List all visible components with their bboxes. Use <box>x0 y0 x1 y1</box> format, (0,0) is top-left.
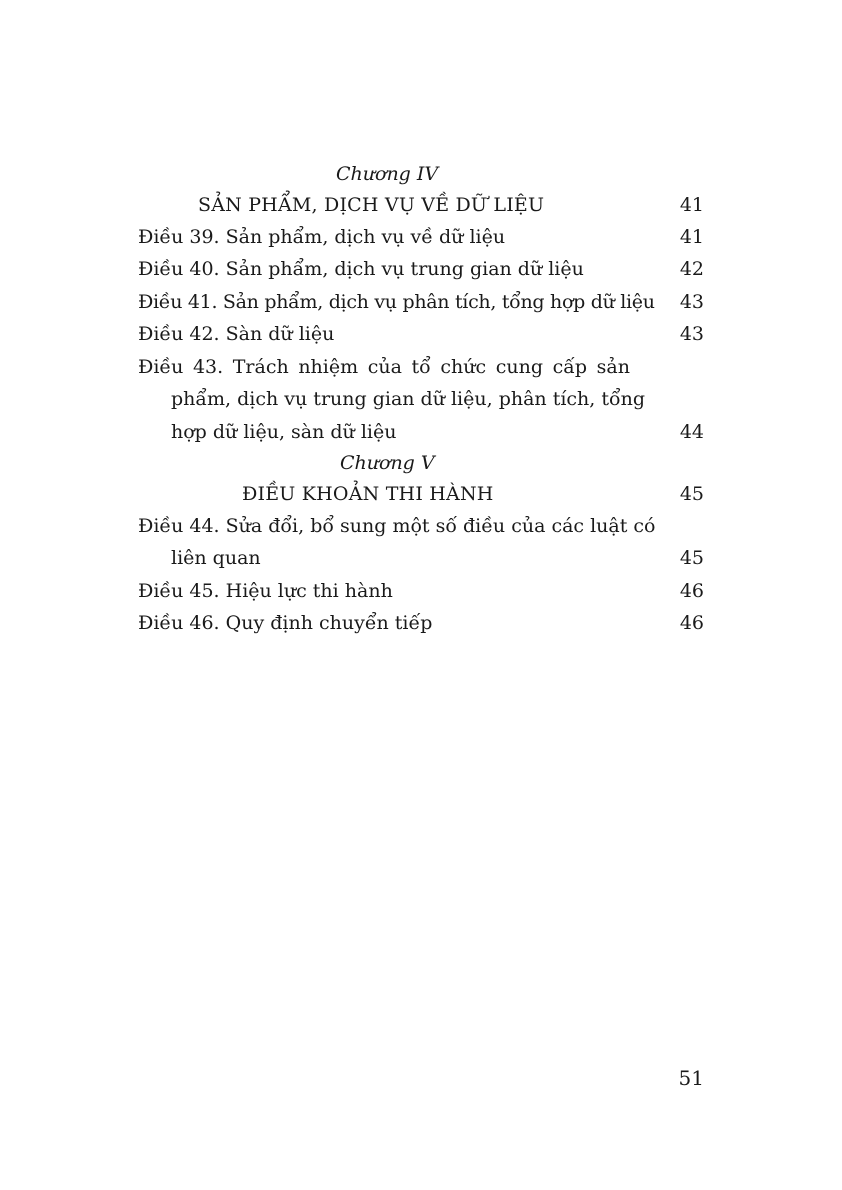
toc-entry-article-43-line-2: phẩm, dịch vụ trung gian dữ liệu, phân tích, tổng <box>171 388 646 410</box>
toc-entry-article-44-line-1: Điều 44. Sửa đổi, bổ sung một số điều của các luật có <box>138 515 656 537</box>
toc-entry-article-40: Điều 40. Sản phẩm, dịch vụ trung gian dữ liệu <box>138 258 584 280</box>
chapter-iv-label: Chương IV <box>336 163 439 185</box>
toc-entry-article-44-line-2: liên quan <box>171 547 261 569</box>
toc-page-article-39: 41 <box>679 226 704 248</box>
toc-entry-article-43-line-3: hợp dữ liệu, sàn dữ liệu <box>171 421 397 443</box>
chapter-iv-title: SẢN PHẨM, DỊCH VỤ VỀ DỮ LIỆU <box>198 194 545 216</box>
toc-page-article-43: 44 <box>679 421 704 443</box>
toc-page-article-46: 46 <box>679 612 704 634</box>
toc-entry-article-42: Điều 42. Sàn dữ liệu <box>138 323 335 345</box>
chapter-v-page: 45 <box>679 483 704 505</box>
chapter-iv-page: 41 <box>679 194 704 216</box>
chapter-v-title: ĐIỀU KHOẢN THI HÀNH <box>242 483 494 505</box>
toc-page-article-41: 43 <box>679 291 704 313</box>
toc-entry-article-41: Điều 41. Sản phẩm, dịch vụ phân tích, tổng hợp dữ liệu <box>138 291 655 313</box>
toc-entry-article-46: Điều 46. Quy định chuyển tiếp <box>138 612 433 634</box>
toc-page-article-42: 43 <box>679 323 704 345</box>
toc-entry-article-39: Điều 39. Sản phẩm, dịch vụ về dữ liệu <box>138 226 506 248</box>
page-number: 51 <box>678 1066 704 1090</box>
toc-page-article-44: 45 <box>679 547 704 569</box>
toc-page-article-45: 46 <box>679 580 704 602</box>
chapter-v-label: Chương V <box>340 452 435 474</box>
toc-entry-article-43-line-1: Điều 43. Trách nhiệm của tổ chức cung cấp sản <box>138 356 630 378</box>
toc-page-article-40: 42 <box>679 258 704 280</box>
toc-entry-article-45: Điều 45. Hiệu lực thi hành <box>138 580 393 602</box>
